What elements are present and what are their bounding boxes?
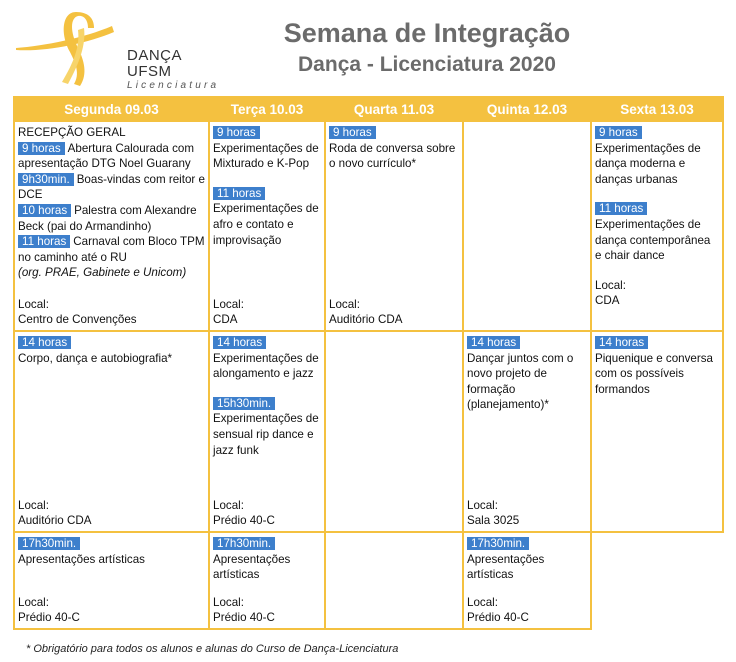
time-tag: 17h30min. bbox=[18, 537, 80, 550]
footnote: * Obrigatório para todos os alunos e alunas do Curso de Dança-Licenciatura bbox=[26, 643, 399, 655]
cell-quarta-morning bbox=[325, 121, 463, 331]
location-label: Local: bbox=[213, 595, 244, 609]
location-value: Prédio 40-C bbox=[18, 611, 80, 625]
event-text: Carnaval com Bloco TPM no caminho até o RU bbox=[18, 235, 205, 264]
day-header-quarta: Quarta 11.03 bbox=[325, 97, 463, 121]
event-note: (org. PRAE, Gabinete e Unicom) bbox=[18, 266, 187, 280]
event-text: Experimentações de alongamento e jazz bbox=[213, 351, 319, 381]
event-text: Boas-vindas com reitor e DCE bbox=[18, 172, 205, 202]
location-value: CDA bbox=[595, 294, 620, 308]
time-tag: 10 horas bbox=[18, 204, 71, 217]
event-text: Dançar juntos com o novo projeto de formação (planejamento)* bbox=[467, 351, 574, 412]
cell-sexta-afternoon bbox=[591, 331, 723, 532]
logo-name: DANÇA UFSM bbox=[127, 47, 182, 80]
event-text: Abertura Calourada com apresentação DTG Noel Guarany bbox=[18, 141, 194, 171]
time-tag: 14 horas bbox=[18, 336, 71, 349]
time-tag: 17h30min. bbox=[467, 537, 529, 550]
event-text: Experimentações de sensual rip dance e jazz funk bbox=[213, 412, 319, 457]
cell-quinta-evening bbox=[463, 532, 591, 629]
event-text: Experimentações de Mixturado e K-Pop bbox=[213, 141, 319, 171]
time-tag: 11 horas bbox=[595, 202, 647, 215]
cell-segunda-afternoon bbox=[14, 331, 209, 532]
time-tag: 11 horas bbox=[213, 187, 265, 200]
title-subtitle: Dança - Licenciatura 2020 bbox=[298, 53, 556, 76]
day-header-quinta: Quinta 12.03 bbox=[463, 97, 591, 121]
location-label: Local: bbox=[18, 595, 49, 609]
location-label: Local: bbox=[18, 297, 49, 311]
location-value: Auditório CDA bbox=[18, 514, 92, 528]
logo-subtitle: Licenciatura bbox=[127, 80, 220, 91]
location-label: Local: bbox=[213, 498, 244, 512]
location-label: Local: bbox=[329, 297, 360, 311]
cell-terca-evening bbox=[209, 532, 325, 629]
cell-sexta-morning bbox=[591, 121, 723, 331]
location-label: Local: bbox=[595, 278, 626, 292]
cell-segunda-morning bbox=[14, 121, 209, 331]
location-value: Centro de Convenções bbox=[18, 313, 137, 327]
cell-terca-morning bbox=[209, 121, 325, 331]
location-value: Prédio 40-C bbox=[213, 514, 275, 528]
event-text: Corpo, dança e autobiografia* bbox=[18, 351, 173, 365]
event-text: Roda de conversa sobre o novo currículo* bbox=[329, 141, 456, 171]
logo bbox=[14, 8, 220, 91]
day-header-sexta: Sexta 13.03 bbox=[591, 97, 723, 121]
event-text: Experimentações de dança moderna e danças urbanas bbox=[595, 141, 701, 186]
day-header-segunda: Segunda 09.03 bbox=[14, 97, 209, 121]
page-title bbox=[272, 18, 582, 82]
location-value: Auditório CDA bbox=[329, 313, 403, 327]
time-tag: 14 horas bbox=[467, 336, 520, 349]
event-text: Experimentações de afro e contato e improvisação bbox=[213, 202, 319, 247]
location-label: Local: bbox=[18, 498, 49, 512]
time-tag: 14 horas bbox=[595, 336, 648, 349]
time-tag: 9 horas bbox=[213, 126, 260, 139]
time-tag: 9 horas bbox=[595, 126, 642, 139]
time-tag: 11 horas bbox=[18, 235, 70, 248]
time-tag: 9 horas bbox=[18, 142, 65, 155]
location-label: Local: bbox=[467, 498, 498, 512]
day-header-terca: Terça 10.03 bbox=[209, 97, 325, 121]
location-value: Prédio 40-C bbox=[467, 611, 529, 625]
event-text: Experimentações de dança contemporânea e chair dance bbox=[595, 217, 711, 263]
cell-quarta-afternoon bbox=[325, 331, 463, 532]
cell-sexta-evening bbox=[591, 532, 723, 629]
event-text: Apresentações artísticas bbox=[18, 552, 145, 566]
cell-segunda-evening bbox=[14, 532, 209, 629]
time-tag: 15h30min. bbox=[213, 397, 275, 410]
time-tag: 9 horas bbox=[329, 126, 376, 139]
schedule-table bbox=[13, 96, 724, 630]
location-value: Sala 3025 bbox=[467, 514, 520, 528]
event-text: Apresentações artísticas bbox=[213, 552, 291, 582]
time-tag: 14 horas bbox=[213, 336, 266, 349]
location-value: CDA bbox=[213, 313, 238, 327]
cell-quinta-morning bbox=[463, 121, 591, 331]
location-label: Local: bbox=[467, 595, 498, 609]
event-text: Apresentações artísticas bbox=[467, 552, 545, 582]
cell-quarta-evening bbox=[325, 532, 463, 629]
cell-terca-afternoon bbox=[209, 331, 325, 532]
cell-quinta-afternoon bbox=[463, 331, 591, 532]
event-text: Piquenique e conversa com os possíveis formandos bbox=[595, 351, 713, 396]
ribbon-logo-icon bbox=[14, 8, 124, 88]
title-main: Semana de Integração bbox=[283, 18, 571, 48]
event-text: Palestra com Alexandre Beck (pai do Armandinho) bbox=[18, 203, 197, 233]
location-value: Prédio 40-C bbox=[213, 611, 275, 625]
time-tag: 9h30min. bbox=[18, 173, 74, 186]
event-intro: RECEPÇÃO GERAL bbox=[18, 126, 126, 139]
location-label: Local: bbox=[213, 297, 244, 311]
time-tag: 17h30min. bbox=[213, 537, 275, 550]
